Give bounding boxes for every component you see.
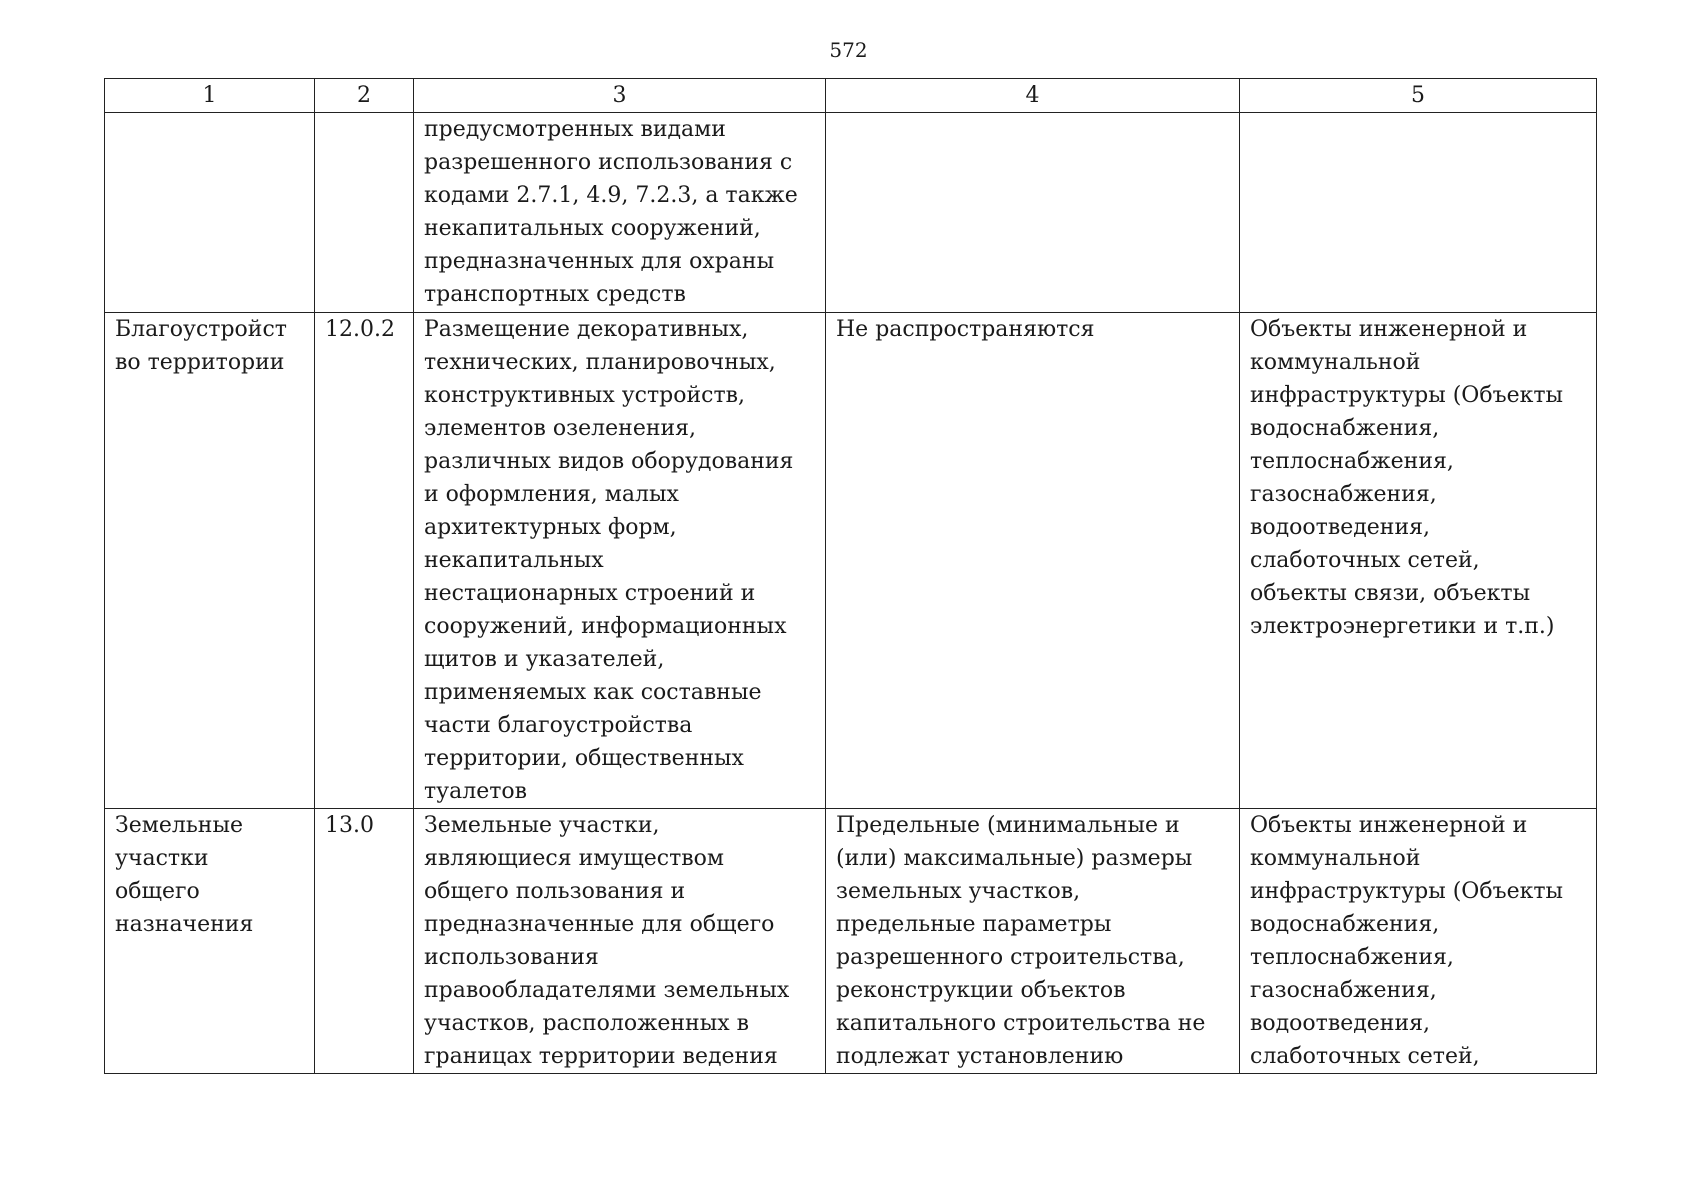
use-description-cell (414, 809, 826, 1074)
use-type-name-cell (105, 809, 315, 1074)
cell-text-line: некапитальных (424, 548, 604, 573)
cell-text-line: водоотведения, (1250, 1011, 1431, 1036)
use-description-cell (414, 313, 826, 809)
cell-text-line: разрешенного строительства, (836, 945, 1185, 970)
cell-text-line: инфраструктуры (Объекты (1250, 879, 1564, 904)
cell-text-line: правообладателями земельных (424, 978, 790, 1003)
use-type-code-cell (315, 113, 414, 313)
cell-text-line: общего пользования и (424, 879, 686, 904)
cell-text-line: Не распространяются (836, 317, 1095, 342)
cell-text-line: кодами 2.7.1, 4.9, 7.2.3, а также (424, 183, 798, 208)
cell-text-line: водоотведения, (1250, 515, 1431, 540)
cell-text-line: коммунальной (1250, 846, 1421, 871)
column-header-2: 2 (315, 79, 414, 113)
cell-text-line: использования (424, 945, 599, 970)
cell-text-line: нестационарных строений и (424, 581, 756, 606)
cell-text-line: слаботочных сетей, (1250, 1044, 1480, 1069)
cell-text-line: разрешенного использования с (424, 150, 793, 175)
cell-text-line: щитов и указателей, (424, 647, 665, 672)
cell-text-line: предназначенные для общего (424, 912, 775, 937)
cell-text-line: и оформления, малых (424, 482, 679, 507)
cell-text-line: объекты связи, объекты (1250, 581, 1531, 606)
cell-text-line: элементов озеленения, (424, 416, 697, 441)
cell-text-line: Благоустройст (115, 317, 287, 342)
cell-text-line: участки (115, 846, 209, 871)
cell-text-line: водоснабжения, (1250, 416, 1440, 441)
cell-text-line: реконструкции объектов (836, 978, 1126, 1003)
table-row (105, 809, 1597, 1074)
cell-text-line: предназначенных для охраны (424, 249, 775, 274)
use-type-code-cell (315, 313, 414, 809)
use-type-code-cell (315, 809, 414, 1074)
cell-text-line: территории, общественных (424, 746, 744, 771)
use-type-name-cell (105, 113, 315, 313)
table-row (105, 113, 1597, 313)
cell-text-line: 12.0.2 (325, 317, 395, 342)
cell-text-line: земельных участков, (836, 879, 1081, 904)
auxiliary-objects-cell (1240, 113, 1597, 313)
auxiliary-objects-cell (1240, 809, 1597, 1074)
cell-text-line: подлежат установлению (836, 1044, 1124, 1069)
cell-text-line: транспортных средств (424, 282, 686, 307)
cell-text-line: участков, расположенных в (424, 1011, 749, 1036)
page-number: 572 (829, 38, 868, 62)
cell-text-line: электроэнергетики и т.п.) (1250, 614, 1555, 639)
cell-text-line: границах территории ведения (424, 1044, 778, 1069)
cell-text-line: туалетов (424, 779, 528, 804)
cell-text-line: (или) максимальные) размеры (836, 846, 1193, 871)
table-row (105, 313, 1597, 809)
cell-text-line: слаботочных сетей, (1250, 548, 1480, 573)
cell-text-line: общего (115, 879, 200, 904)
cell-text-line: части благоустройства (424, 713, 693, 738)
cell-text-line: сооружений, информационных (424, 614, 787, 639)
cell-text-line: назначения (115, 912, 254, 937)
cell-text-line: 13.0 (325, 813, 374, 838)
cell-text-line: предельные параметры (836, 912, 1112, 937)
cell-text-line: Объекты инженерной и (1250, 813, 1528, 838)
cell-text-line: водоснабжения, (1250, 912, 1440, 937)
cell-text-line: некапитальных сооружений, (424, 216, 761, 241)
regulations-table (104, 78, 1597, 1074)
cell-text-line: предусмотренных видами (424, 117, 726, 142)
cell-text-line: коммунальной (1250, 350, 1421, 375)
cell-text-line: Предельные (минимальные и (836, 813, 1180, 838)
column-header-1: 1 (105, 79, 315, 113)
parameters-cell (826, 113, 1240, 313)
column-header-4: 4 (826, 79, 1240, 113)
cell-text-line: Объекты инженерной и (1250, 317, 1528, 342)
cell-text-line: газоснабжения, (1250, 978, 1437, 1003)
use-type-name-cell (105, 313, 315, 809)
cell-text-line: инфраструктуры (Объекты (1250, 383, 1564, 408)
cell-text-line: архитектурных форм, (424, 515, 677, 540)
cell-text-line: Размещение декоративных, (424, 317, 749, 342)
cell-text-line: конструктивных устройств, (424, 383, 746, 408)
column-header-5: 5 (1240, 79, 1597, 113)
cell-text-line: газоснабжения, (1250, 482, 1437, 507)
column-header-3: 3 (414, 79, 826, 113)
cell-text-line: капитального строительства не (836, 1011, 1206, 1036)
cell-text-line: Земельные участки, (424, 813, 660, 838)
parameters-cell (826, 809, 1240, 1074)
use-description-cell (414, 113, 826, 313)
cell-text-line: различных видов оборудования (424, 449, 794, 474)
cell-text-line: теплоснабжения, (1250, 945, 1454, 970)
cell-text-line: применяемых как составные (424, 680, 762, 705)
auxiliary-objects-cell (1240, 313, 1597, 809)
cell-text-line: технических, планировочных, (424, 350, 776, 375)
parameters-cell (826, 313, 1240, 809)
cell-text-line: являющиеся имуществом (424, 846, 725, 871)
cell-text-line: Земельные (115, 813, 244, 838)
cell-text-line: теплоснабжения, (1250, 449, 1454, 474)
cell-text-line: во территории (115, 350, 285, 375)
table-header-row (105, 79, 1597, 113)
